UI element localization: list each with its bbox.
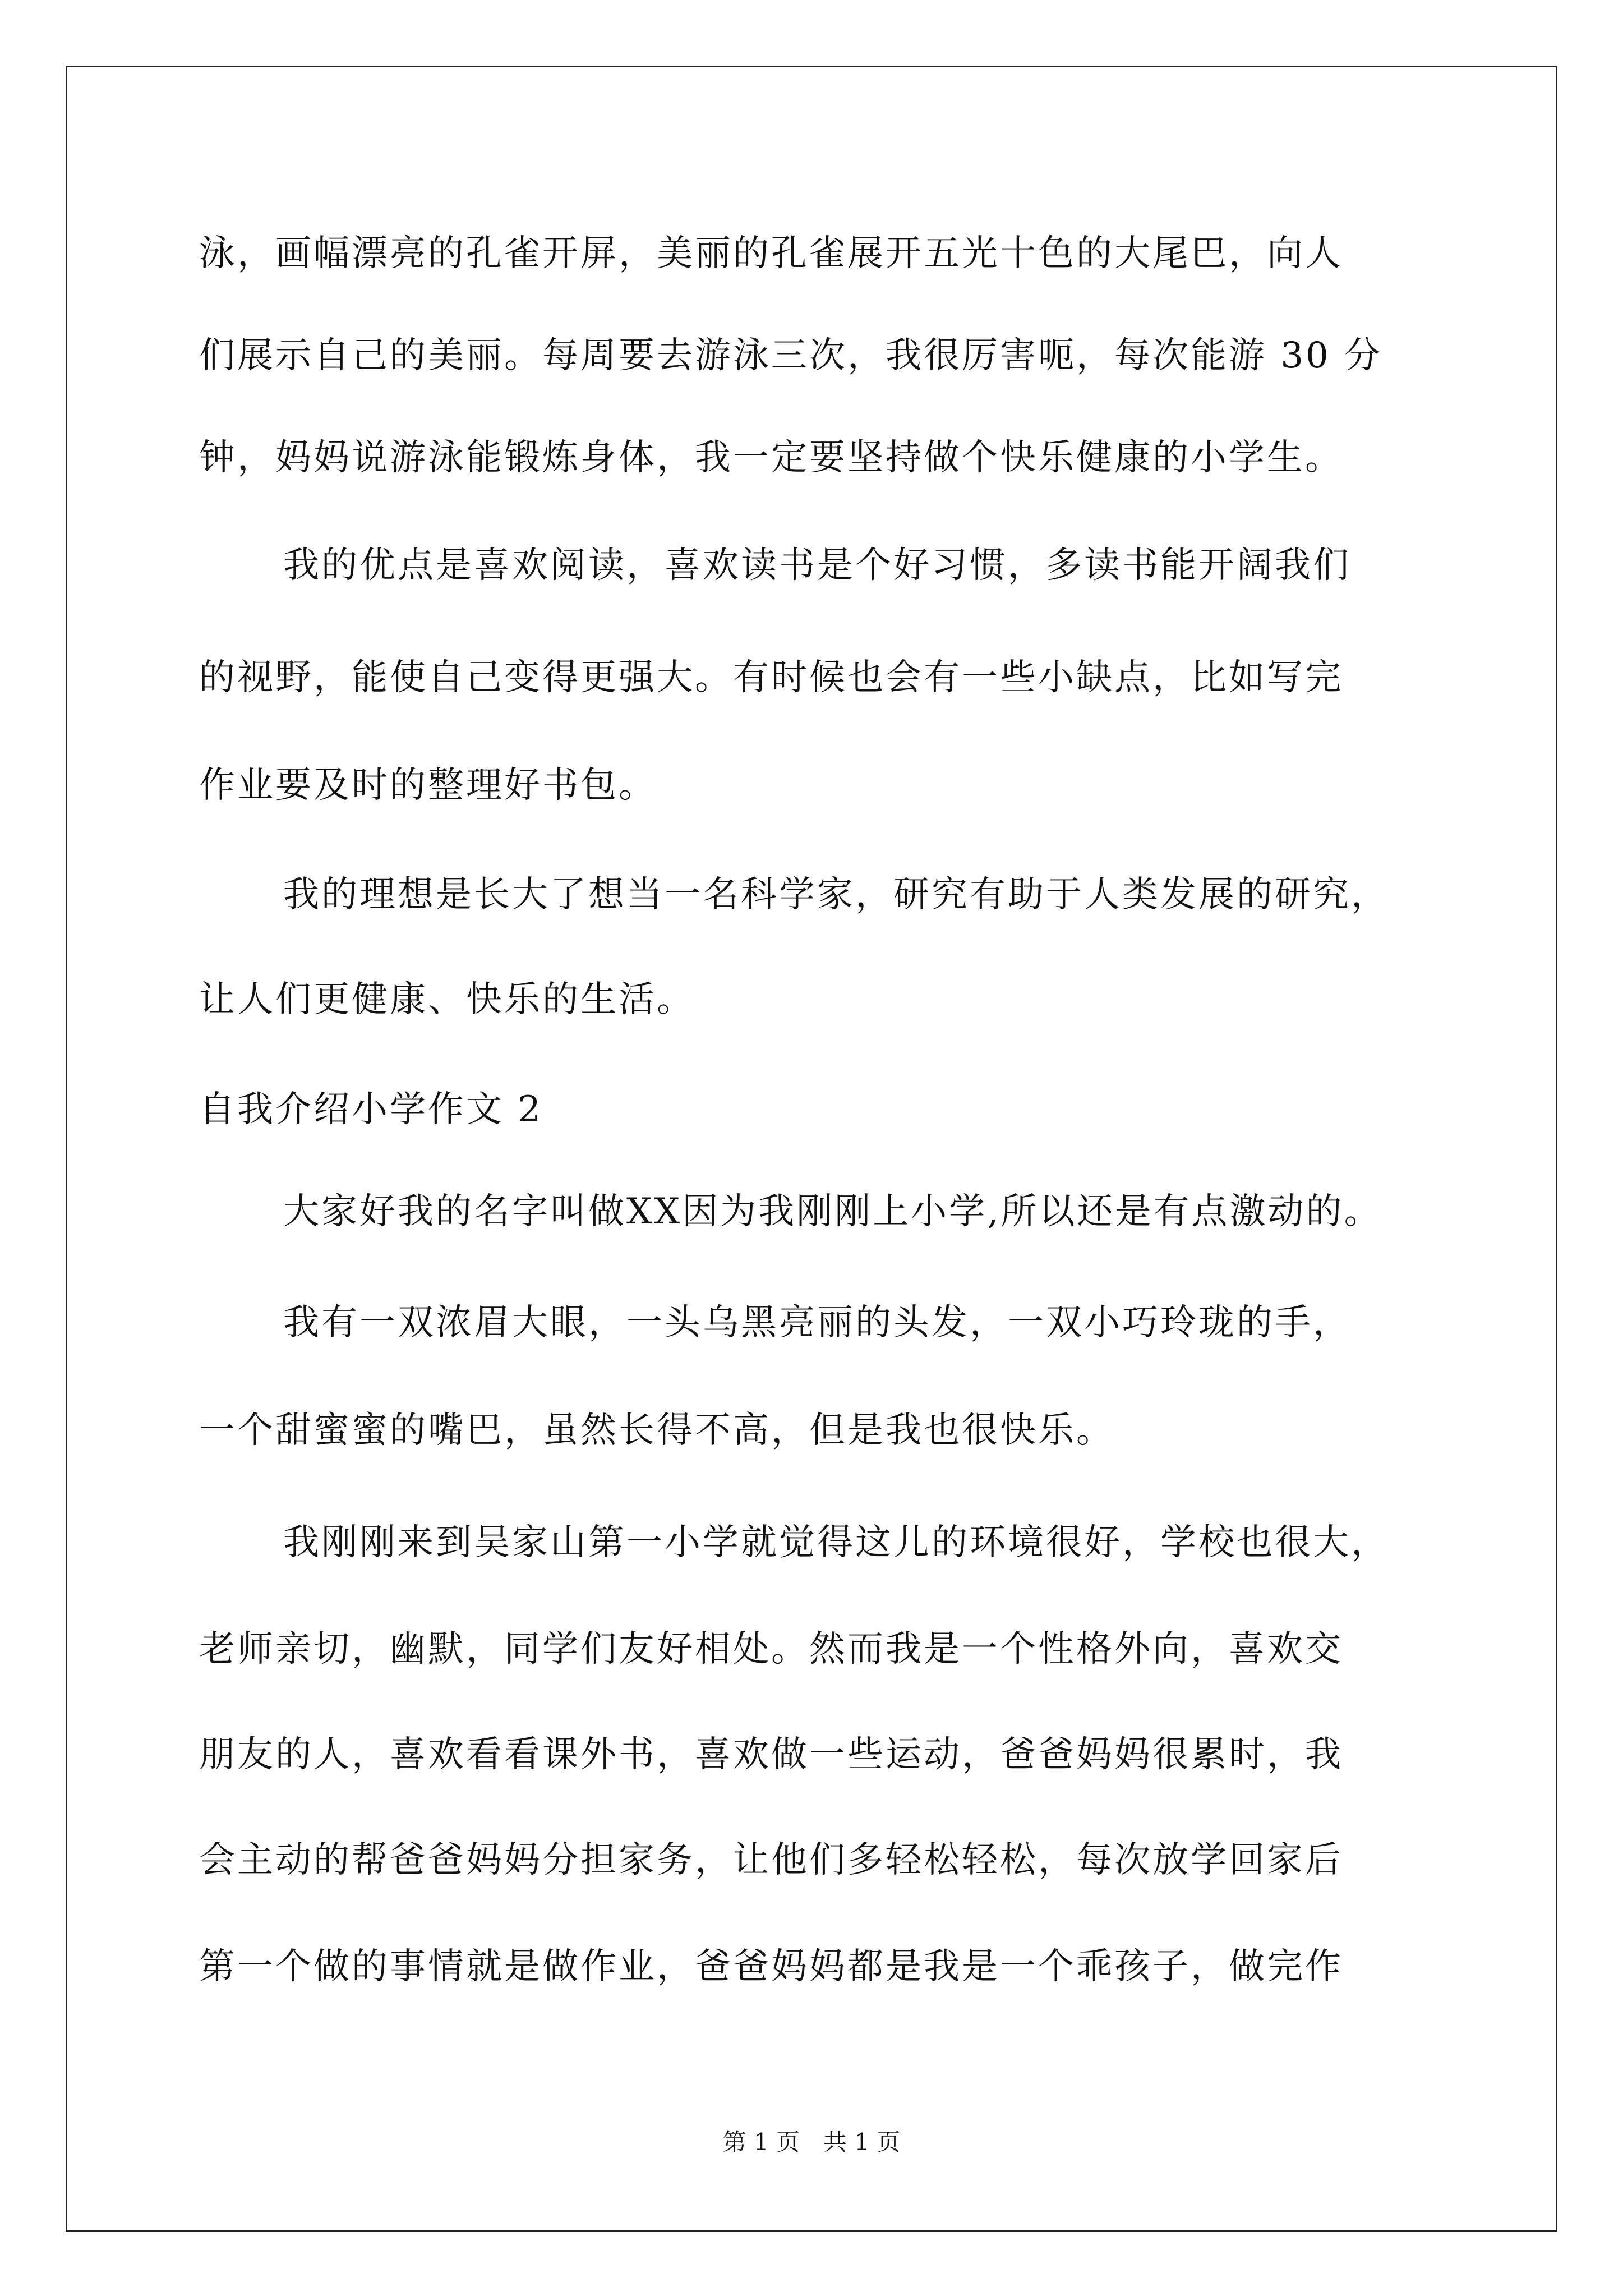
- body-line-9: 大家好我的名字叫做XX因为我刚刚上小学,所以还是有点激动的。: [283, 1191, 1382, 1232]
- body-line-2: 们展示自己的美丽。每周要去游泳三次，我很厉害呃，每次能游 30 分: [199, 335, 1383, 376]
- body-line-10: 我有一双浓眉大眼，一头乌黑亮丽的头发，一双小巧玲珑的手，: [283, 1302, 1351, 1343]
- page-number-footer: 第 1 页 共 1 页: [722, 2128, 901, 2156]
- body-line-16: 第一个做的事情就是做作业，爸爸妈妈都是我是一个乖孩子，做完作: [199, 1946, 1343, 1987]
- body-line-7: 我的理想是长大了想当一名科学家，研究有助于人类发展的研究，: [283, 874, 1389, 915]
- body-line-8: 让人们更健康、快乐的生活。: [199, 979, 695, 1020]
- body-line-14: 朋友的人，喜欢看看课外书，喜欢做一些运动，爸爸妈妈很累时，我: [199, 1734, 1343, 1775]
- body-line-1: 泳，画幅漂亮的孔雀开屏，美丽的孔雀展开五光十色的大尾巴，向人: [199, 233, 1343, 274]
- body-line-13: 老师亲切，幽默，同学们友好相处。然而我是一个性格外向，喜欢交: [199, 1628, 1343, 1670]
- body-line-11: 一个甜蜜蜜的嘴巴，虽然长得不高，但是我也很快乐。: [199, 1410, 1114, 1451]
- body-line-12: 我刚刚来到吴家山第一小学就觉得这儿的环境很好，学校也很大，: [283, 1522, 1389, 1563]
- page-border: [66, 66, 1557, 2232]
- body-line-6: 作业要及时的整理好书包。: [199, 765, 657, 806]
- body-line-5: 的视野，能使自己变得更强大。有时候也会有一些小缺点，比如写完: [199, 657, 1343, 698]
- body-line-15: 会主动的帮爸爸妈妈分担家务，让他们多轻松轻松，每次放学回家后: [199, 1839, 1343, 1881]
- body-line-3: 钟，妈妈说游泳能锻炼身体，我一定要坚持做个快乐健康的小学生。: [199, 437, 1343, 478]
- section-heading: 自我介绍小学作文 2: [199, 1089, 543, 1130]
- body-line-4: 我的优点是喜欢阅读，喜欢读书是个好习惯，多读书能开阔我们: [283, 545, 1351, 586]
